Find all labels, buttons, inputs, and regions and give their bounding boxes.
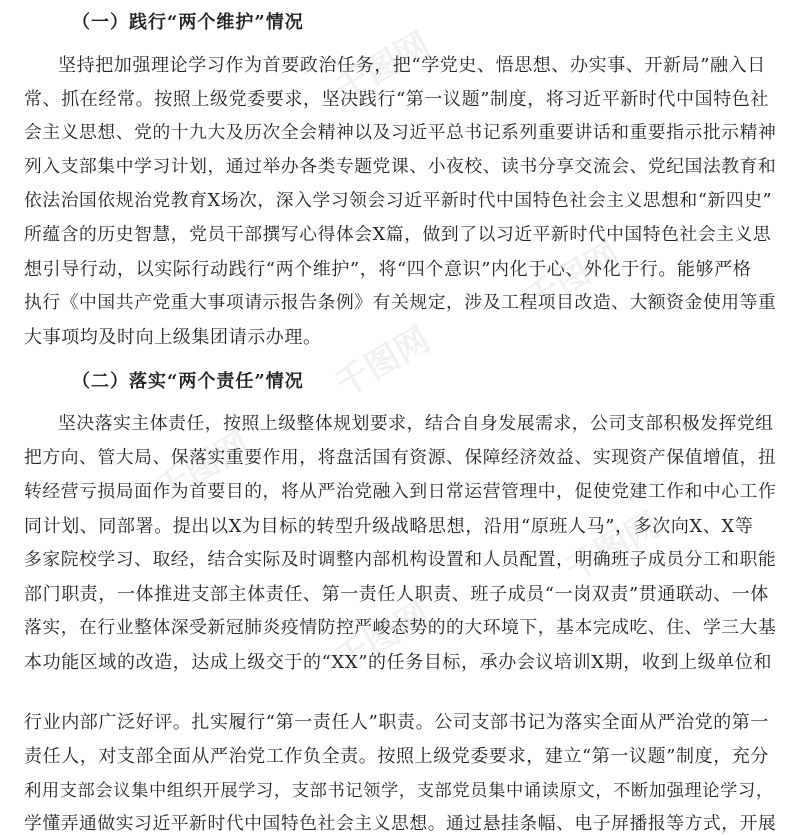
watermark: 千图网 <box>328 319 437 406</box>
paragraph-line: 本功能区域的改造，达成上级交于的“XX”的任务目标，承办会议培训X期，收到上级单位和 <box>24 652 773 673</box>
paragraph-line: 坚持把加强理论学习作为首要政治任务，把“学党史、悟思想、办实事、开新局”融入日 <box>58 55 766 76</box>
watermark: 千图网 <box>558 504 667 591</box>
paragraph-line: 列入支部集中学习计划，通过举办各类专题党课、小夜校、读书分享交流会、党纪国法教育和 <box>24 157 777 177</box>
watermark: 千图网 <box>148 424 257 511</box>
paragraph-line: 责任人，对支部全面从严治党工作负全责。按照上级党委要求，建立“第一议题”制度，充分 <box>24 746 769 767</box>
paragraph-line: 行业内部广泛好评。扎实履行“第一责任人”职责。公司支部书记为落实全面从严治党的第一 <box>24 712 769 733</box>
section-heading-2: （二）落实“两个责任”情况 <box>72 371 304 392</box>
paragraph-line: 把方向、管大局、保落实重要作用，将盘活国有资源、保障经济效益、实现资产保值增值，扭 <box>24 448 777 468</box>
watermark: 千图网 <box>328 594 437 681</box>
watermark: 千图网 <box>518 234 627 321</box>
paragraph-line: 想引导行动，以实际行动践行“两个维护”，将“四个意识”内化于心、外化于行。能够严格 <box>24 259 752 280</box>
paragraph-line: 利用支部会议集中组织开展学习，支部书记领学，支部党员集中诵读原文，不断加强理论学习， <box>24 781 774 801</box>
watermark: 千图网 <box>328 24 437 111</box>
paragraph-line: 执行《中国共产党重大事项请示报告条例》有关规定，涉及工程项目改造、大额资金使用等重 <box>24 293 777 313</box>
paragraph-line: 大事项均及时向上级集团请示办理。 <box>24 327 322 348</box>
paragraph-line: 会主义思想、党的十九大及历次全会精神以及习近平总书记系列重要讲话和重要指示批示精神 <box>24 123 777 143</box>
paragraph-line: 所蕴含的历史智慧，党员干部撰写心得体会X篇，做到了以习近平新时代中国特色社会主义思 <box>24 225 772 245</box>
paragraph-line: 落实，在行业整体深受新冠肺炎疫情防控严峻态势的的大环境下，基本完成吃、住、学三大基 <box>24 618 777 638</box>
paragraph-line: 依法治国依规治党教育X场次，深入学习领会习近平新时代中国特色社会主义思想和“新四史” <box>24 191 773 211</box>
paragraph-line: 转经营亏损局面作为首要目的，将从严治党融入到日常运营管理中，促使党建工作和中心工作 <box>24 482 777 502</box>
paragraph-line: 学懂弄通做实习近平新时代中国特色社会主义思想。通过悬挂条幅、电子屏播报等方式，开展 <box>24 814 777 834</box>
paragraph-line: 同计划、同部署。提出以X为目标的转型升级战略思想，沿用“原班人马”，多次向X、X等 <box>24 516 754 537</box>
paragraph-line: 多家院校学习、取经，结合实际及时调整内部机构设置和人员配置，明确班子成员分工和职能 <box>24 550 777 570</box>
paragraph-line: 坚决落实主体责任，按照上级整体规划要求，结合自身发展需求，公司支部积极发挥党组 <box>58 414 774 434</box>
section-heading-1: （一）践行“两个维护”情况 <box>72 12 304 33</box>
paragraph-line: 部门职责，一体推进支部主体责任、第一责任人职责、班子成员“一岗双责”贯通联动、一体 <box>24 584 769 605</box>
paragraph-line: 常、抓在经常。按照上级党委要求，坚决践行“第一议题”制度，将习近平新时代中国特色社 <box>24 89 769 110</box>
